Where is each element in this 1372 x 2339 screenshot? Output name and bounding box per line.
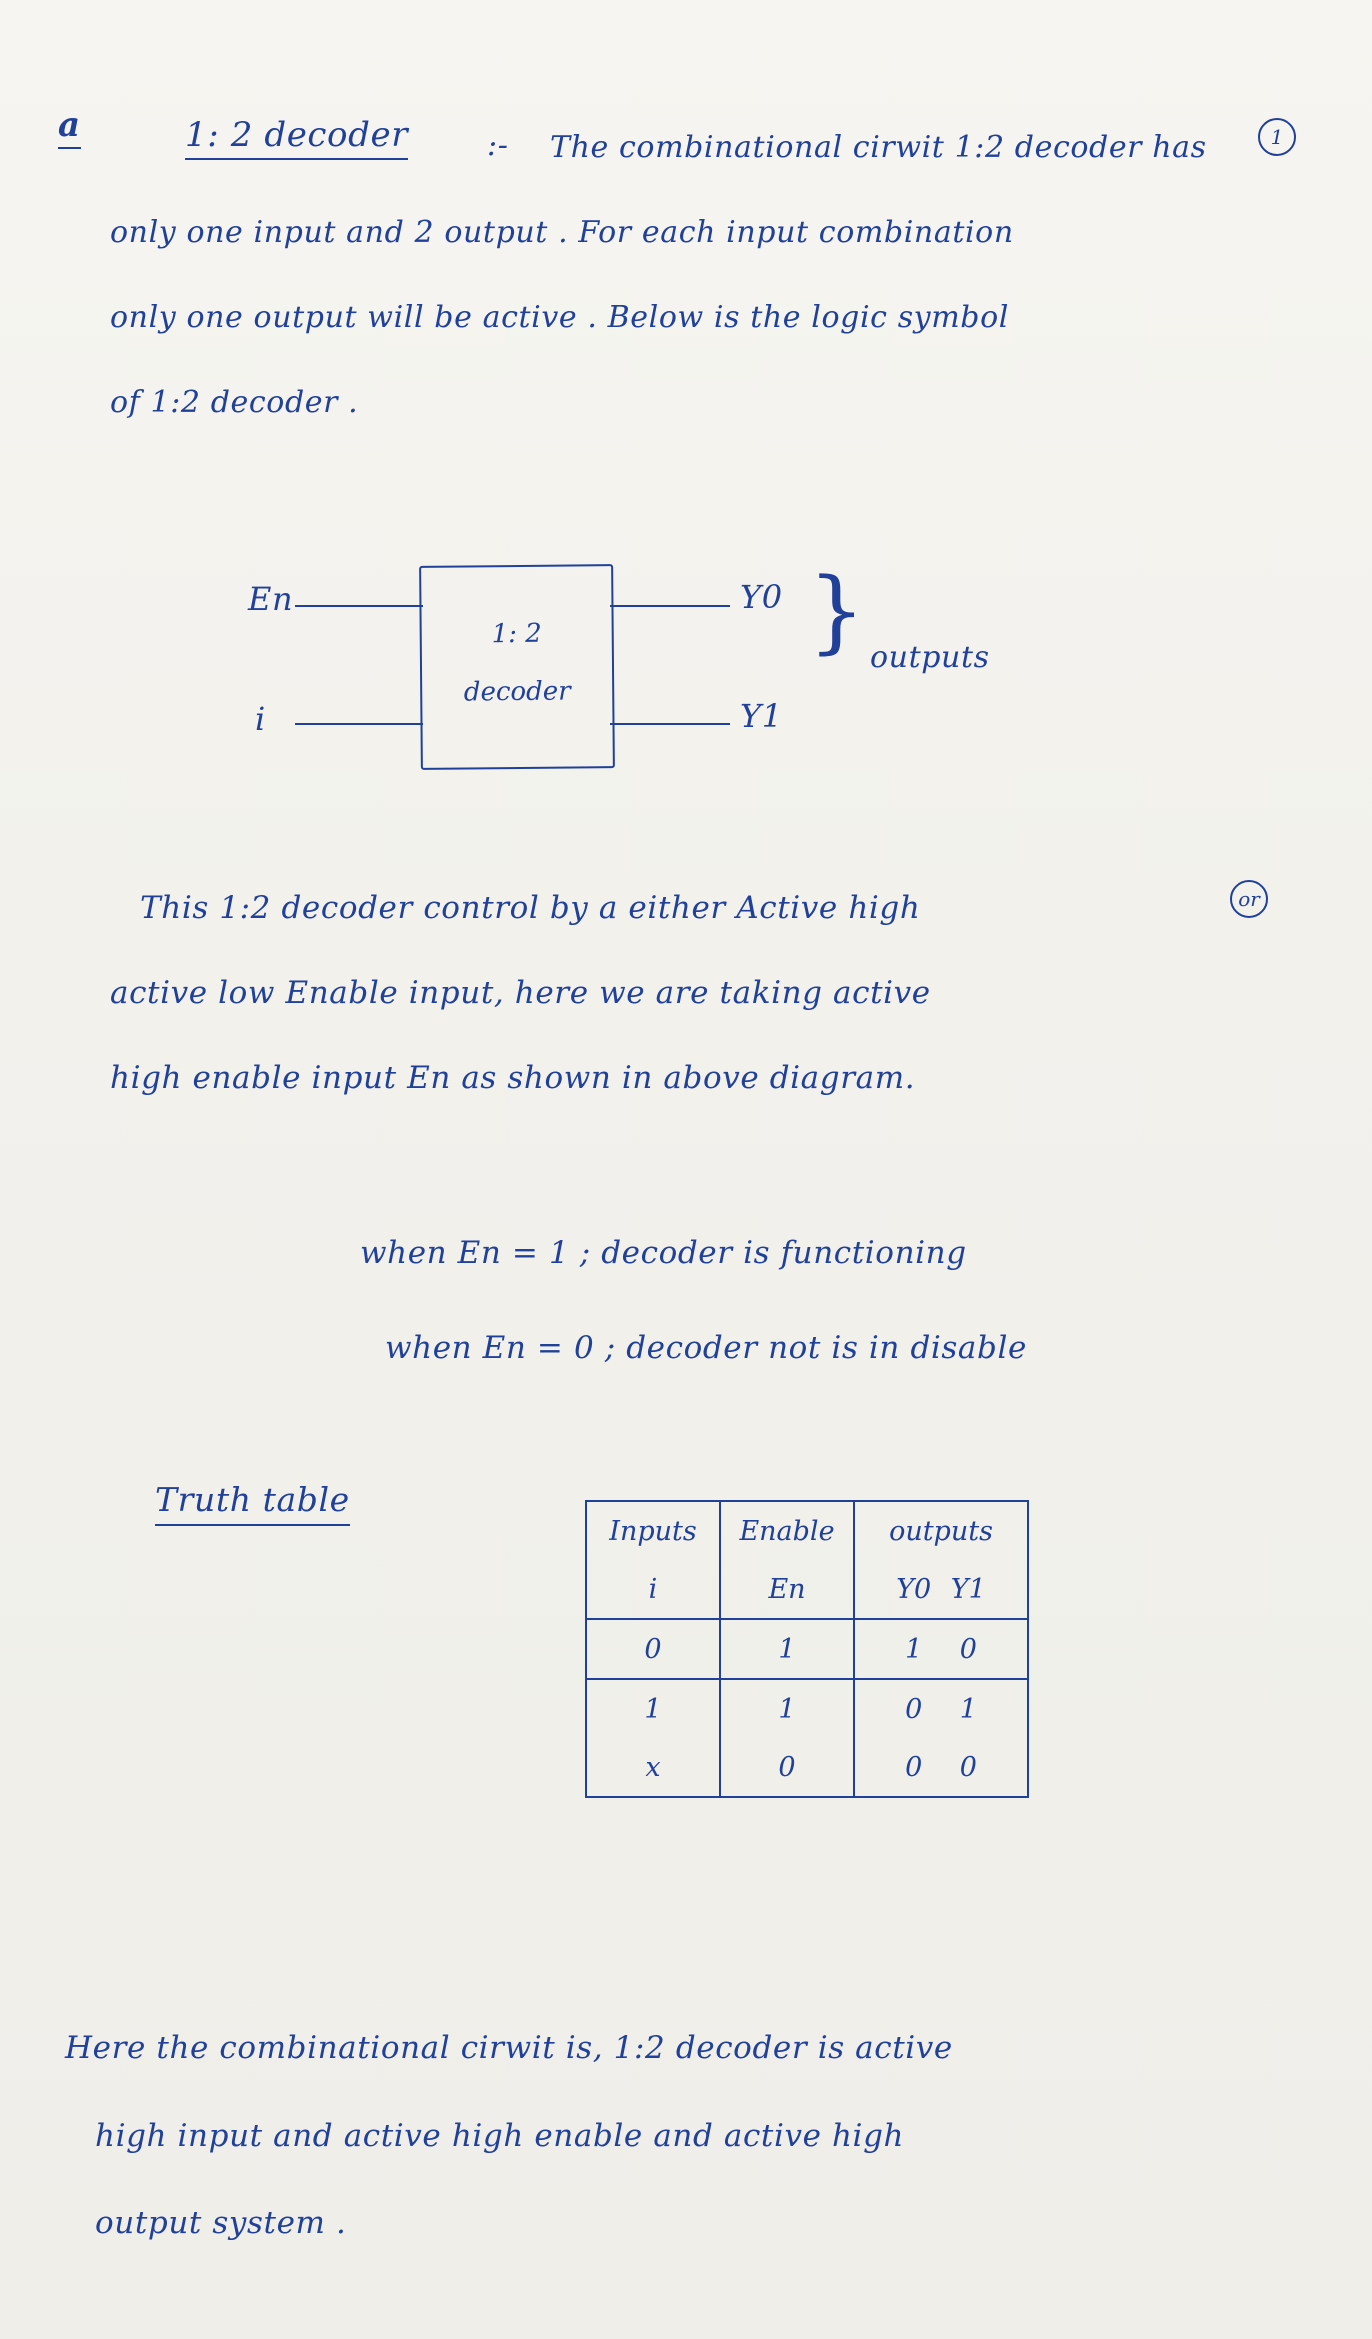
header-enable: Enable — [720, 1501, 854, 1560]
header-outputs: outputs — [854, 1501, 1028, 1560]
wire-input-i — [295, 723, 423, 725]
subheader-y0: Y0 — [896, 1573, 932, 1605]
cell-y1: 0 — [959, 1751, 977, 1783]
outputs-brace-label: outputs — [870, 640, 990, 675]
cell-enable: 1 — [720, 1619, 854, 1679]
conclusion-line-3: output system . — [95, 2205, 347, 2241]
table-header-row — [586, 1501, 1028, 1560]
input-enable-label: En — [248, 580, 294, 618]
truth-table-title: Truth table — [155, 1480, 350, 1526]
decoder-block-line2: decoder — [463, 676, 571, 708]
table-row — [586, 1738, 1028, 1797]
decoder-block-line1: 1: 2 — [491, 618, 542, 650]
intro-line-2: only one input and 2 output . For each input combination — [110, 215, 1014, 250]
cell-input: 0 — [586, 1619, 720, 1679]
cell-outputs — [854, 1738, 1028, 1797]
decoder-block — [419, 564, 615, 770]
cell-enable: 1 — [720, 1679, 854, 1738]
conclusion-line-1: Here the combinational cirwit is, 1:2 decoder is active — [65, 2030, 953, 2066]
wire-y0 — [610, 605, 730, 607]
heading-suffix: :- — [487, 128, 509, 163]
table-row — [586, 1679, 1028, 1738]
intro-line-1: The combinational cirwit 1:2 decoder has — [550, 130, 1207, 165]
output-y0-label: Y0 — [740, 578, 783, 616]
cell-outputs — [854, 1679, 1028, 1738]
or-circle-badge: or — [1230, 880, 1268, 918]
logic-symbol-diagram — [180, 545, 1000, 805]
intro-line-3: only one output will be active . Below is the logic symbol — [110, 300, 1009, 335]
cell-y1: 1 — [959, 1693, 977, 1725]
outputs-brace: } — [808, 559, 866, 664]
cell-input: x — [586, 1738, 720, 1797]
conclusion-line-2: high input and active high enable and active high — [95, 2118, 905, 2154]
page-number-badge: 1 — [1258, 118, 1296, 156]
input-i-label: i — [255, 700, 266, 738]
subheader-input-i: i — [586, 1560, 720, 1619]
body-line-3: high enable input En as shown in above diagram. — [110, 1060, 916, 1096]
cell-y1: 0 — [959, 1633, 977, 1665]
subheader-enable-en: En — [720, 1560, 854, 1619]
intro-line-4: of 1:2 decoder . — [110, 385, 359, 420]
subheader-outputs-y — [854, 1560, 1028, 1619]
subheader-y1: Y1 — [950, 1573, 986, 1605]
cell-outputs — [854, 1619, 1028, 1679]
truth-table — [585, 1500, 1029, 1798]
wire-enable — [295, 605, 423, 607]
wire-y1 — [610, 723, 730, 725]
cell-y0: 1 — [905, 1633, 923, 1665]
condition-line-2: when En = 0 ; decoder not is in disable — [385, 1330, 1027, 1366]
question-marker: a — [58, 105, 81, 149]
body-line-1: This 1:2 decoder control by a either Active high — [140, 890, 921, 926]
table-subheader-row — [586, 1560, 1028, 1619]
cell-enable: 0 — [720, 1738, 854, 1797]
page-title: 1: 2 decoder — [185, 115, 408, 160]
condition-line-1: when En = 1 ; decoder is functioning — [360, 1235, 967, 1271]
output-y1-label: Y1 — [740, 697, 783, 735]
cell-y0: 0 — [905, 1693, 923, 1725]
table-row — [586, 1619, 1028, 1679]
header-inputs: Inputs — [586, 1501, 720, 1560]
cell-input: 1 — [586, 1679, 720, 1738]
body-line-2: active low Enable input, here we are taking active — [110, 975, 931, 1011]
cell-y0: 0 — [905, 1751, 923, 1783]
